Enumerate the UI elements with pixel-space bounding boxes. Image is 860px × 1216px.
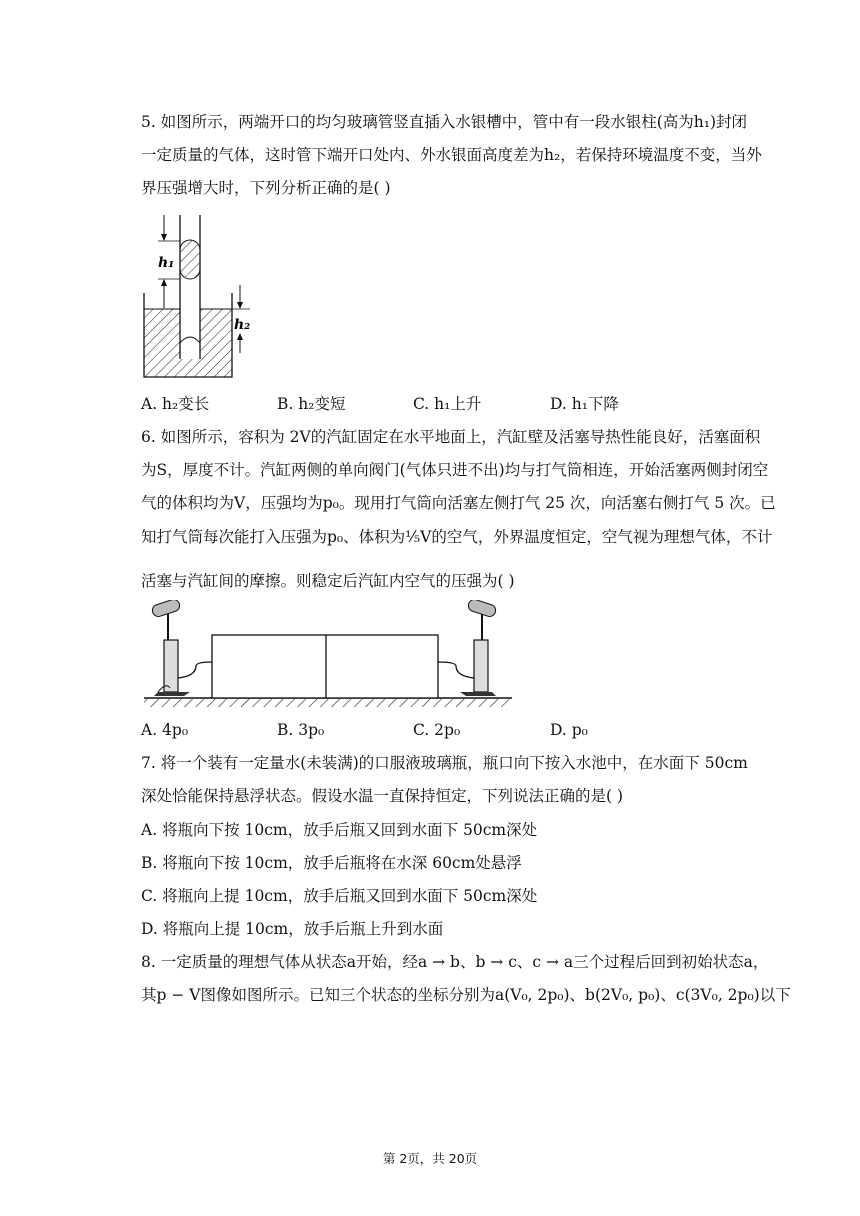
q5-stem-line-3: 界压强增大时，下列分析正确的是( ) [141,179,391,197]
q5-option-d[interactable]: D. h₁下降 [550,395,619,413]
q7-option-b[interactable]: B. 将瓶向下按 10cm，放手后瓶将在水深 60cm处悬浮 [141,854,522,872]
q7-option-c[interactable]: C. 将瓶向上提 10cm，放手后瓶又回到水面下 50cm深处 [141,887,538,905]
q6-option-d[interactable]: D. p₀ [550,721,588,739]
q6-stem-line-4: 知打气筒每次能打入压强为p₀、体积为⅕V的空气，外界温度恒定，空气视为理想气体，不计 [141,528,773,546]
q8-stem-line-2: 其p − V图像如图所示。已知三个状态的坐标分别为a(V₀, 2p₀)、b(2V₀, p₀)、c(3V₀, 2p₀)以下 [141,986,791,1004]
page-footer: 第 2页，共 20页 [382,1151,478,1166]
q5-h2-label: h₂ [234,317,251,333]
q6-option-a[interactable]: A. 4p₀ [141,721,189,739]
q6-stem-line-5: 活塞与汽缸间的摩擦。则稳定后汽缸内空气的压强为( ) [141,572,515,590]
q7-stem-line-1: 7. 将一个装有一定量水(未装满)的口服液玻璃瓶，瓶口向下按入水池中，在水面下 50cm [141,754,748,772]
q8-stem-line-1: 8. 一定质量的理想气体从状态a开始，经a → b、b → c、c → a三个过程后回到初始状态a， [141,953,769,971]
q5-option-a[interactable]: A. h₂变长 [141,395,210,413]
q5-stem-line-2: 一定质量的气体，这时管下端开口处内、外水银面高度差为h₂，若保持环境温度不变，当外 [141,146,762,164]
q5-option-b[interactable]: B. h₂变短 [277,395,346,413]
q7-option-a[interactable]: A. 将瓶向下按 10cm，放手后瓶又回到水面下 50cm深处 [141,821,538,839]
q5-h1-label: h₁ [158,255,175,271]
q5-stem-line-1: 5. 如图所示，两端开口的均匀玻璃管竖直插入水银槽中，管中有一段水银柱(高为h₁)封闭 [141,113,748,131]
q6-figure-cylinder-pumps [144,600,514,710]
q6-stem-line-3: 气的体积均为V，压强均为p₀。现用打气筒向活塞左侧打气 25 次，向活塞右侧打气 5 次。已 [141,494,776,512]
q7-stem-line-2: 深处恰能保持悬浮状态。假设水温一直保持恒定，下列说法正确的是( ) [141,787,624,805]
q6-option-b[interactable]: B. 3p₀ [277,721,325,739]
q6-option-c[interactable]: C. 2p₀ [413,721,461,739]
q6-stem-line-1: 6. 如图所示，容积为 2V的汽缸固定在水平地面上，汽缸壁及活塞导热性能良好，活塞面积 [141,428,761,446]
q7-option-d[interactable]: D. 将瓶向上提 10cm，放手后瓶上升到水面 [141,920,444,938]
q5-option-c[interactable]: C. h₁上升 [413,395,482,413]
q5-figure-mercury-tube [140,213,260,383]
q6-stem-line-2: 为S，厚度不计。汽缸两侧的单向阀门(气体只进不出)均与打气筒相连，开始活塞两侧封闭空 [141,461,769,479]
